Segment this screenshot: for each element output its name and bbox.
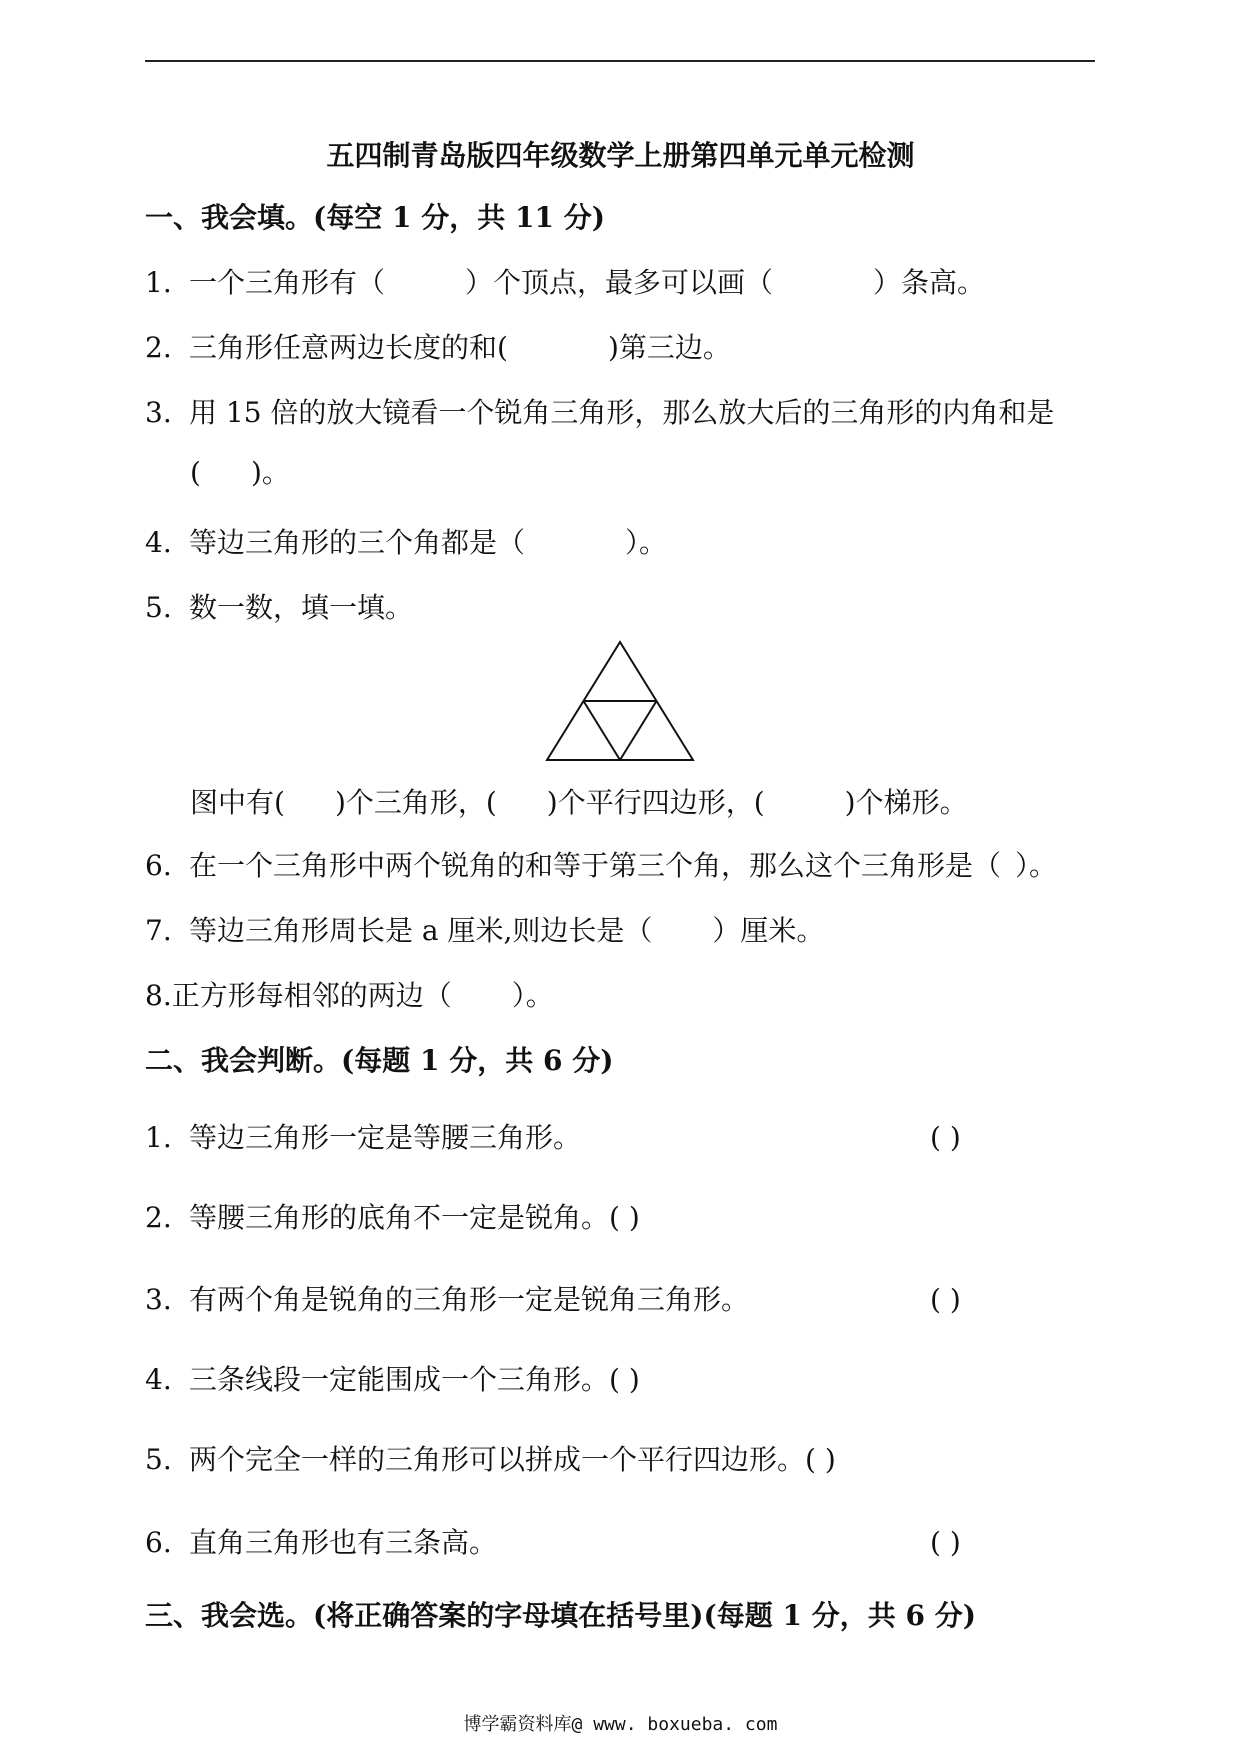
judge-item-4: 4. 三条线段一定能围成一个三角形。( ) (145, 1363, 640, 1396)
question-number: 4. (145, 1363, 172, 1396)
inner-left-line (584, 701, 621, 760)
question-1-7: 7. 等边三角形周长是 a 厘米,则边长是（ ）厘米。 (145, 914, 825, 947)
question-number: 7. (145, 914, 172, 947)
judge-item-2: 2. 等腰三角形的底角不一定是锐角。( ) (145, 1201, 640, 1234)
question-number: 4. (145, 526, 172, 559)
question-number: 1. (145, 266, 172, 299)
page-title: 五四制青岛版四年级数学上册第四单元单元检测 (326, 139, 915, 172)
question-number: 2. (145, 1201, 172, 1234)
question-1-3-cont: ( )。 (190, 456, 290, 489)
question-1-5-fill: 图中有( )个三角形，( )个平行四边形，( )个梯形。 (190, 786, 968, 819)
question-number: 1. (145, 1121, 172, 1154)
question-number: 3. (145, 1283, 172, 1316)
question-1-2: 2. 三角形任意两边长度的和( )第三边。 (145, 331, 731, 364)
question-number: 2. (145, 331, 172, 364)
question-1-4: 4. 等边三角形的三个角都是（ ）。 (145, 526, 668, 559)
answer-paren[interactable]: ( ) (930, 1526, 961, 1559)
answer-paren[interactable]: ( ) (930, 1283, 961, 1316)
question-number: 5. (145, 1443, 172, 1476)
question-1-1: 1. 一个三角形有（ ）个顶点，最多可以画（ ）条高。 (145, 266, 986, 299)
triangle-figure (545, 640, 695, 765)
question-1-3: 3. 用 15 倍的放大镜看一个锐角三角形，那么放大后的三角形的内角和是 (145, 396, 1055, 429)
judge-item-5: 5. 两个完全一样的三角形可以拼成一个平行四边形。( ) (145, 1443, 836, 1476)
judge-item-3: 3. 有两个角是锐角的三角形一定是锐角三角形。 (145, 1283, 750, 1316)
section1-heading: 一、我会填。(每空 1 分，共 11 分) (145, 201, 605, 234)
question-1-5: 5. 数一数，填一填。 (145, 591, 414, 624)
question-number: 5. (145, 591, 172, 624)
judge-item-1: 1. 等边三角形一定是等腰三角形。 (145, 1121, 582, 1154)
section3-heading: 三、我会选。(将正确答案的字母填在括号里)(每题 1 分，共 6 分) (145, 1599, 976, 1632)
judge-item-6: 6. 直角三角形也有三条高。 (145, 1526, 498, 1559)
question-number: 6. (145, 1526, 172, 1559)
question-1-8: 8.正方形每相邻的两边（ ）。 (145, 979, 554, 1012)
question-number: 6. (145, 849, 172, 882)
header-rule (145, 60, 1095, 62)
section2-heading: 二、我会判断。(每题 1 分，共 6 分) (145, 1044, 614, 1077)
question-number: 3. (145, 396, 172, 429)
answer-paren[interactable]: ( ) (930, 1121, 961, 1154)
inner-right-line (620, 701, 657, 760)
footer-watermark: 博学霸资料库@ www. boxueba. com (463, 1714, 778, 1735)
question-1-6: 6. 在一个三角形中两个锐角的和等于第三个角，那么这个三角形是（ ）。 (145, 849, 1058, 882)
